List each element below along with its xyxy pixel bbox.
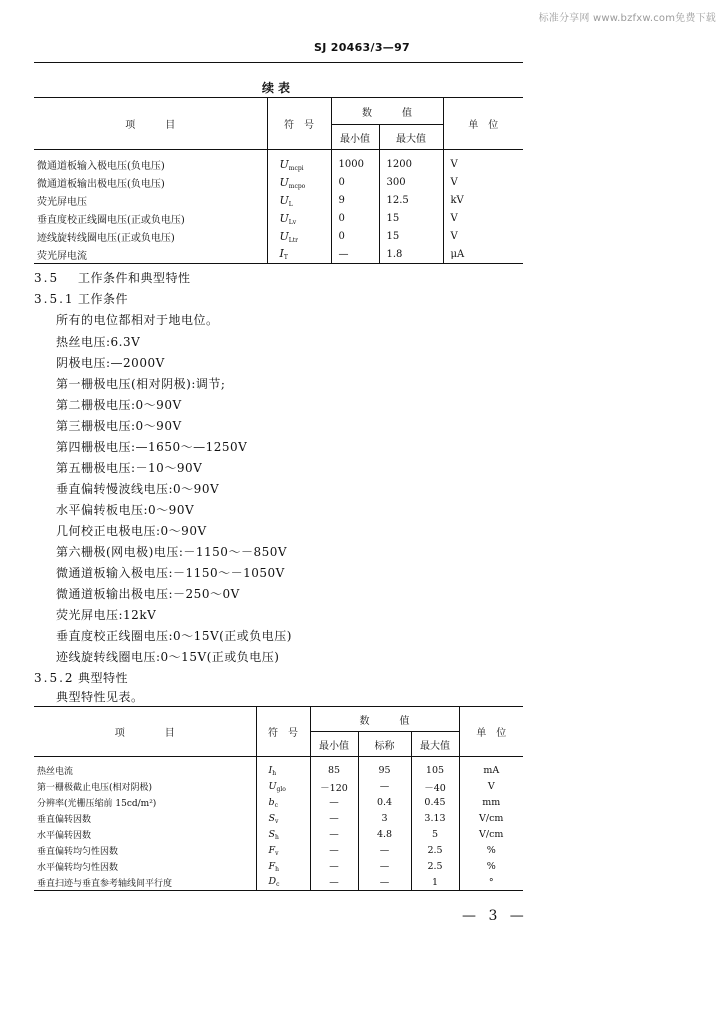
section-3-5 [34, 269, 191, 286]
cell-symbol [256, 827, 310, 843]
symbol-subscript: h [272, 769, 277, 777]
condition-item: 水平偏转板电压:0～90V [56, 503, 195, 517]
cell-unit: V [450, 231, 458, 242]
cell-symbol [256, 779, 310, 795]
symbol-subscript: mcpi [288, 164, 304, 172]
table-row [34, 811, 523, 827]
condition-item: 第五栅极电压:－10～90V [56, 461, 203, 475]
symbol-subscript: Ltr [288, 236, 299, 244]
condition-item: 垂直度校正线圈电压:0～15V(正或负电压) [56, 629, 292, 643]
table-row [34, 150, 523, 174]
header-unit: 单 位 [443, 98, 523, 150]
header-max: 最大值 [411, 732, 459, 757]
table-row [34, 246, 523, 264]
symbol-subscript: L [288, 200, 293, 208]
table-row [34, 827, 523, 843]
symbol-subscript: glo [276, 785, 286, 793]
symbol-base: U [268, 780, 277, 792]
cell-item: 第一栅极截止电压(相对阴极) [34, 779, 256, 795]
header-symbol: 符 号 [256, 707, 310, 757]
cell-unit: V [450, 159, 458, 171]
condition-item: 几何校正电极电压:0～90V [56, 524, 207, 538]
cell-symbol [256, 795, 310, 811]
cell-item: 垂直扫迹与垂直参考轴线间平行度 [34, 875, 256, 891]
symbol-base: F [268, 844, 276, 856]
cell-max: 105 [411, 757, 459, 779]
cell-max: 1.8 [379, 246, 443, 264]
table-row [34, 192, 523, 210]
ratings-table-body [34, 150, 523, 264]
condition-item: 第三栅极电压:0～90V [56, 419, 182, 433]
symbol-base: S [268, 828, 276, 840]
header-value: 数 值 [310, 707, 459, 732]
cell-unit: ° [459, 875, 523, 891]
cell-unit: V [450, 213, 458, 224]
cell-unit: mm [482, 797, 501, 808]
watermark: 标准分享网 www.bzfxw.com免费下载 [538, 13, 716, 24]
symbol-base: U [279, 175, 289, 189]
cell-unit: V/cm [479, 829, 504, 840]
section-3-5-2 [34, 669, 128, 686]
symbol-base: D [268, 876, 277, 888]
cell-unit: V [487, 781, 495, 792]
cell-min: 9 [331, 192, 379, 210]
header-min: 最小值 [331, 125, 379, 150]
cell-symbol [267, 210, 331, 228]
symbol-base: U [279, 211, 289, 225]
cell-min: — [310, 811, 358, 827]
cell-max: －40 [411, 779, 459, 795]
cell-symbol [267, 228, 331, 246]
condition-item: 第六栅极(网电极)电压:－1150～－850V [56, 545, 288, 559]
cell-item: 荧光屏电流 [34, 246, 267, 264]
header-item: 项 目 [34, 707, 256, 757]
section-title: 工作条件 [78, 292, 129, 306]
header-rule [34, 62, 523, 63]
cell-unit: mA [483, 765, 500, 777]
section-title: 工作条件和典型特性 [78, 271, 191, 285]
cell-max: 0.45 [411, 795, 459, 811]
cell-symbol [256, 859, 310, 875]
conditions-list [56, 332, 292, 668]
typical-table-body [34, 757, 523, 891]
header-max: 最大值 [379, 125, 443, 150]
cell-unit: μA [443, 246, 523, 264]
condition-item: 荧光屏电压:12kV [56, 608, 157, 622]
cell-max: 15 [379, 210, 443, 228]
cell-item: 水平偏转因数 [34, 827, 256, 843]
symbol-base: I [268, 764, 273, 776]
cell-nominal: — [358, 875, 411, 891]
condition-item: 阴极电压:—2000V [56, 356, 165, 370]
cell-item: 荧光屏电压 [34, 192, 267, 210]
cell-min: — [310, 795, 358, 811]
conditions-intro: 所有的电位都相对于地电位。 [56, 313, 219, 327]
cell-min: 1000 [331, 150, 379, 174]
cell-min: — [310, 859, 358, 875]
symbol-base: U [279, 157, 289, 171]
table-row [34, 795, 523, 811]
cell-max: 12.5 [379, 192, 443, 210]
standard-code-header: SJ 20463/3—97 [314, 41, 410, 54]
typical-intro: 典型特性见表。 [56, 690, 144, 704]
cell-nominal: 4.8 [358, 827, 411, 843]
symbol-base: U [279, 229, 289, 243]
cell-max: 3.13 [411, 811, 459, 827]
cell-item: 微通道板输出极电压(负电压) [34, 174, 267, 192]
cell-nominal: — [358, 779, 411, 795]
cell-nominal: — [358, 843, 411, 859]
cell-item: 迹线旋转线圈电压(正或负电压) [34, 228, 267, 246]
cell-symbol [256, 757, 310, 779]
header-nominal: 标称 [358, 732, 411, 757]
cell-symbol [256, 811, 310, 827]
cell-min: 0 [331, 174, 379, 192]
section-3-5-1 [34, 290, 128, 307]
cell-max: 2.5 [411, 859, 459, 875]
symbol-subscript: h [275, 865, 279, 873]
cell-min: — [331, 246, 379, 264]
symbol-base: b [268, 796, 275, 808]
cell-unit: kV [450, 195, 464, 206]
continued-table-label: 续表 [261, 81, 294, 95]
header-unit: 单 位 [459, 707, 523, 757]
cell-min: －120 [310, 779, 358, 795]
cell-item: 水平偏转均匀性因数 [34, 859, 256, 875]
cell-max: 5 [411, 827, 459, 843]
cell-unit: % [486, 845, 496, 856]
condition-item: 微通道板输入极电压:－1150～－1050V [56, 566, 285, 580]
cell-item: 微通道板输入极电压(负电压) [34, 150, 267, 174]
cell-max: 2.5 [411, 843, 459, 859]
cell-symbol [267, 174, 331, 192]
condition-item: 第四栅极电压:—1650～—1250V [56, 440, 248, 454]
section-number: 3.5 [34, 271, 60, 285]
condition-item: 第一栅极电压(相对阴极):调节; [56, 377, 226, 391]
header-min: 最小值 [310, 732, 358, 757]
section-number: 3.5.2 [34, 671, 75, 685]
condition-item: 迹线旋转线圈电压:0～15V(正或负电压) [56, 650, 280, 664]
table-row [34, 174, 523, 192]
condition-item: 微通道板输出极电压:－250～0V [56, 587, 240, 601]
header-value: 数 值 [331, 98, 443, 125]
cell-min: — [310, 827, 358, 843]
table-row [34, 859, 523, 875]
header-item: 项 目 [34, 98, 267, 150]
cell-unit: V [450, 177, 458, 188]
cell-nominal: 0.4 [358, 795, 411, 811]
cell-nominal: 95 [358, 757, 411, 779]
cell-symbol [267, 192, 331, 210]
cell-min: 0 [331, 228, 379, 246]
cell-symbol [267, 150, 331, 174]
symbol-subscript: mcpo [288, 182, 306, 190]
table-row [34, 843, 523, 859]
cell-symbol [267, 246, 331, 264]
cell-item: 热丝电流 [34, 757, 256, 779]
table-row [34, 779, 523, 795]
symbol-subscript: Lv [288, 218, 297, 226]
symbol-subscript: v [275, 817, 279, 825]
symbol-subscript: v [275, 849, 279, 857]
cell-item: 分辨率(光栅压缩前 15cd/m²) [34, 795, 256, 811]
symbol-subscript: c [276, 881, 280, 889]
cell-nominal: 3 [358, 811, 411, 827]
table-row [34, 875, 523, 891]
table-row [34, 228, 523, 246]
cell-min: 85 [310, 757, 358, 779]
section-title: 典型特性 [78, 671, 129, 685]
symbol-base: U [279, 193, 289, 207]
cell-item: 垂直度校正线圈电压(正或负电压) [34, 210, 267, 228]
table-row [34, 210, 523, 228]
symbol-base: I [279, 247, 284, 261]
typical-characteristics-table [34, 706, 523, 891]
cell-min: — [310, 875, 358, 891]
cell-symbol [256, 875, 310, 891]
cell-unit: V/cm [479, 813, 504, 824]
symbol-subscript: h [275, 833, 279, 841]
symbol-subscript: T [283, 254, 288, 262]
cell-max: 15 [379, 228, 443, 246]
condition-item: 热丝电压:6.3V [56, 335, 141, 349]
symbol-base: F [268, 860, 276, 872]
page-number: — 3 — [462, 908, 528, 924]
header-symbol: 符 号 [267, 98, 331, 150]
section-number: 3.5.1 [34, 292, 75, 306]
cell-unit: % [486, 861, 496, 872]
symbol-subscript: c [274, 801, 278, 809]
ratings-table [34, 97, 523, 264]
condition-item: 垂直偏转慢波线电压:0～90V [56, 482, 220, 496]
cell-item: 垂直偏转因数 [34, 811, 256, 827]
cell-max: 300 [379, 174, 443, 192]
symbol-base: S [268, 812, 276, 824]
cell-min: 0 [331, 210, 379, 228]
table-row [34, 757, 523, 779]
condition-item: 第二栅极电压:0～90V [56, 398, 182, 412]
cell-symbol [256, 843, 310, 859]
cell-min: — [310, 843, 358, 859]
cell-item: 垂直偏转均匀性因数 [34, 843, 256, 859]
cell-max: 1200 [379, 150, 443, 174]
cell-nominal: — [358, 859, 411, 875]
cell-max: 1 [411, 875, 459, 891]
